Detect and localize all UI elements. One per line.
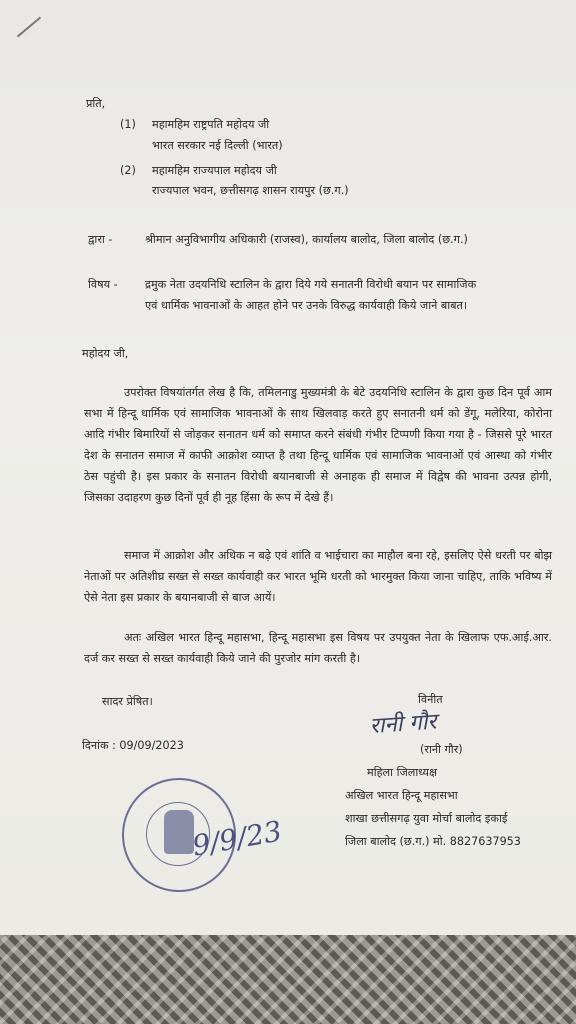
paragraph-2: समाज में आक्रोश और अधिक न बढ़े एवं शांति व भाईचारा का माहौल बना रहे, इसलिए ऐसे धरती पर बोझ नेताओं पर अतिशीघ्र सख्त से सख्त कार्यवाही कर भारत भूमि धरती को भारमुक्त किया जाना चाहिए, ताकि भविष्य में ऐसे नेता इस प्रकार के बयानबाजी से बाज आयें। (84, 549, 552, 604)
recipient-1-number: (1) (120, 118, 136, 131)
vinit: विनीत (418, 693, 443, 706)
salutation: महोदय जी, (82, 347, 129, 360)
pen-mark (17, 17, 41, 38)
signer-designation: महिला जिलाध्यक्ष (367, 766, 437, 779)
signer-branch: शाखा छत्तीसगढ़ युवा मोर्चा बालोद इकाई (345, 812, 508, 825)
recipient-2-title: महामहिम राज्यपाल महोदय जी (152, 164, 277, 177)
recipient-1-title: महामहिम राष्ट्रपति महोदय जी (152, 118, 270, 131)
signer-name: (रानी गौर) (420, 743, 463, 756)
signer-organization: अखिल भारत हिन्दू महासभा (345, 789, 458, 802)
signer-contact: जिला बालोद (छ.ग.) मो. 8827637953 (345, 835, 521, 848)
to-label: प्रति, (86, 97, 106, 110)
paragraph-1: उपरोक्त विषयांतर्गत लेख है कि, तमिलनाडु मुख्यमंत्री के बेटे उदयनिधि स्टालिन के द्वारा कुछ दिन पूर्व आम सभा में हिन्दू धार्मिक एवं सामाजिक भावनाओं के साथ खिलवाड़ करते हुए सनातनी धर्म को डेंगू, मलेरिया, कोरोना आदि गंभीर बिमारियों से जोड़कर सनातन धर्म को समाप्त करने संबंधी गंभीर टिप्पणी किया गया है - जिससे पूरे भारत देश के सनातन समाज में काफी आक्रोश व्याप्त है तथा हिन्दू धार्मिक एवं सामाजिक भावनाओं एवं आस्था को गंभीर ठेस पहुंची है। इस प्रकार के सनातन विरोधी बयानबाजी से अनाहक ही समाज में विद्वेष की भावना उत्पन्न होगी, जिसका उदाहरण कुछ दिनों पूर्व ही नूह हिंसा के रूप में देखे हैं। (84, 386, 552, 504)
paragraph-3: अतः अखिल भारत हिन्दू महासभा, हिन्दू महासभा इस विषय पर उपयुक्त नेता के खिलाफ एफ.आई.आर. दर्ज कर सख्त से सख्त कार्यवाही किये जाने की पुरजोर मांग करती है। (84, 631, 552, 665)
recipient-2-number: (2) (120, 164, 136, 177)
recipient-2-address: राज्यपाल भवन, छत्तीसगढ़ शासन रायपुर (छ.ग.) (152, 184, 349, 197)
closing: सादर प्रेषित। (102, 695, 153, 708)
handwritten-signature: रानी गौर (368, 709, 438, 740)
subject-line-2: एवं धार्मिक भावनाओं के आहत होने पर उनके विरुद्ध कार्यवाही किये जाने बाबत। (145, 299, 468, 312)
via-text: श्रीमान अनुविभागीय अधिकारी (राजस्व), कार्यालय बालोद, जिला बालोद (छ.ग.) (145, 233, 468, 246)
recipient-1-address: भारत सरकार नई दिल्ली (भारत) (152, 139, 283, 152)
subject-label: विषय - (88, 278, 118, 291)
stamp-handwritten-date: 9/9/23 (189, 814, 285, 863)
via-label: द्वारा - (88, 233, 113, 246)
date-line: दिनांक : 09/09/2023 (82, 739, 184, 752)
background-fabric-pattern (0, 935, 576, 1024)
subject-line-1: द्रमुक नेता उदयनिधि स्टालिन के द्वारा दिये गये सनातनी विरोधी बयान पर सामाजिक (145, 278, 477, 291)
